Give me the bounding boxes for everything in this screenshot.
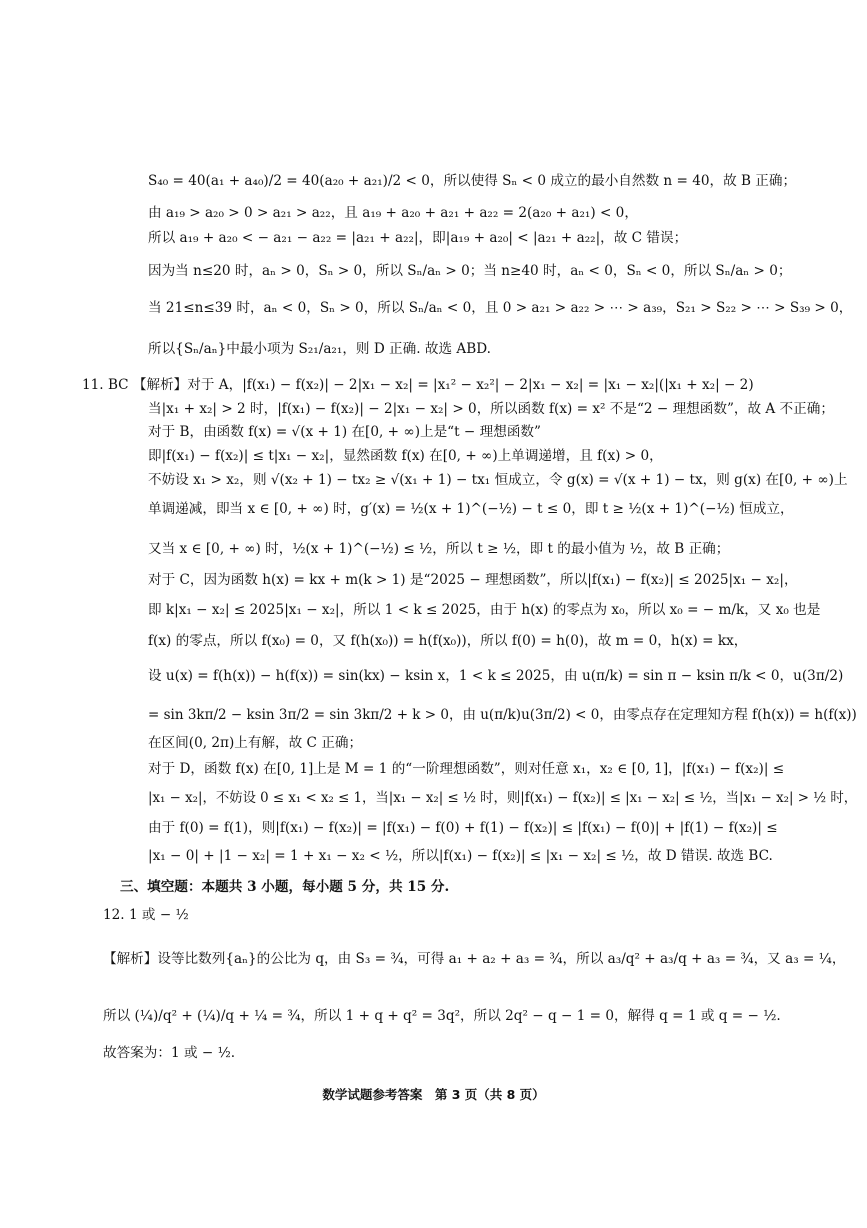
section-heading: 三、填空题：本题共 3 小题，每小题 5 分，共 15 分. (120, 879, 450, 895)
text-line: 当 21≤n≤39 时，aₙ < 0，Sₙ > 0，所以 Sₙ/aₙ < 0，且 0 > a₂₁ > a₂₂ > ⋯ > a₃₉，S₂₁ > S₂₂ > ⋯ > S₃₉ > 0， (148, 300, 853, 316)
text-line: 对于 C，因为函数 h(x) = kx + m(k > 1) 是“2025 − 理想函数”，所以|f(x₁) − f(x₂)| ≤ 2025|x₁ − x₂|， (148, 572, 798, 588)
text-line: 不妨设 x₁ > x₂，则 √(x₂ + 1) − tx₂ ≥ √(x₁ + 1) − tx₁ 恒成立，令 g(x) = √(x + 1) − tx，则 g(x) 在[0, + ∞)上 (148, 472, 848, 488)
page-footer: 数学试题参考答案 第 3 页（共 8 页） (322, 1087, 545, 1102)
text-line: 又当 x ∈ [0, + ∞) 时，½(x + 1)^(−½) ≤ ½，所以 t ≥ ½，即 t 的最小值为 ½，故 B 正确； (148, 541, 730, 557)
text-line: 所以 (¼)/q² + (¼)/q + ¼ = ¾，所以 1 + q + q² = 3q²，所以 2q² − q − 1 = 0，解得 q = 1 或 q = − ½. (103, 1008, 781, 1024)
text-line: 单调递减，即当 x ∈ [0, + ∞) 时，g′(x) = ½(x + 1)^(−½) − t ≤ 0，即 t ≥ ½(x + 1)^(−½) 恒成立， (148, 501, 794, 517)
text-line: 即|f(x₁) − f(x₂)| ≤ t|x₁ − x₂|，显然函数 f(x) 在[0, + ∞)上单调递增，且 f(x) > 0， (148, 448, 663, 464)
text-line: 设 u(x) = f(h(x)) − h(f(x)) = sin(kx) − ksin x，1 < k ≤ 2025，由 u(π/k) = sin π − ksin π/k < 0，u(3π/2) (148, 668, 844, 684)
text-line: 即 k|x₁ − x₂| ≤ 2025|x₁ − x₂|，所以 1 < k ≤ 2025，由于 h(x) 的零点为 x₀，所以 x₀ = − m/k，又 x₀ 也是 (148, 602, 821, 618)
text-line: 由 a₁₉ > a₂₀ > 0 > a₂₁ > a₂₂，且 a₁₉ + a₂₀ + a₂₁ + a₂₂ = 2(a₂₀ + a₂₁) < 0， (148, 205, 638, 221)
text-line: 11. BC 【解析】对于 A，|f(x₁) − f(x₂)| − 2|x₁ − x₂| = |x₁² − x₂²| − 2|x₁ − x₂| = |x₁ − x₂|(|x₁ + x₂| − 2) (82, 377, 754, 393)
text-line: 对于 D，函数 f(x) 在[0, 1]上是 M = 1 的“一阶理想函数”，则对任意 x₁，x₂ ∈ [0, 1]，|f(x₁) − f(x₂)| ≤ (148, 761, 785, 777)
text-line: |x₁ − 0| + |1 − x₂| = 1 + x₁ − x₂ < ½，所以|f(x₁) − f(x₂)| ≤ |x₁ − x₂| ≤ ½，故 D 错误. 故选 BC. (148, 848, 773, 864)
text-line: |x₁ − x₂|，不妨设 0 ≤ x₁ < x₂ ≤ 1，当|x₁ − x₂| ≤ ½ 时，则|f(x₁) − f(x₂)| ≤ |x₁ − x₂| ≤ ½，当|x₁ − x₂| > ½ 时， (148, 790, 858, 806)
text-line: 因为当 n≤20 时，aₙ > 0，Sₙ > 0，所以 Sₙ/aₙ > 0；当 n≥40 时，aₙ < 0，Sₙ < 0，所以 Sₙ/aₙ > 0； (148, 263, 792, 279)
text-line: f(x) 的零点，所以 f(x₀) = 0，又 f(h(x₀)) = h(f(x₀))，所以 f(0) = h(0)，故 m = 0，h(x) = kx， (148, 633, 748, 649)
text-line: 所以{Sₙ/aₙ}中最小项为 S₂₁/a₂₁，则 D 正确. 故选 ABD. (148, 341, 491, 357)
text-line: 所以 a₁₉ + a₂₀ < − a₂₁ − a₂₂ = |a₂₁ + a₂₂|，即|a₁₉ + a₂₀| < |a₂₁ + a₂₂|，故 C 错误； (148, 230, 688, 246)
text-line: 由于 f(0) = f(1)，则|f(x₁) − f(x₂)| = |f(x₁) − f(0) + f(1) − f(x₂)| ≤ |f(x₁) − f(0)| + |f(1) − f(x₂)| ≤ (148, 820, 778, 836)
text-line: 当|x₁ + x₂| > 2 时，|f(x₁) − f(x₂)| − 2|x₁ − x₂| > 0，所以函数 f(x) = x² 不是“2 − 理想函数”，故 A 不正确； (148, 401, 834, 417)
text-line: S₄₀ = 40(a₁ + a₄₀)/2 = 40(a₂₀ + a₂₁)/2 < 0，所以使得 Sₙ < 0 成立的最小自然数 n = 40，故 B 正确； (148, 173, 797, 189)
question-answer: 12. 1 或 − ½ (103, 907, 189, 923)
text-line: = sin 3kπ/2 − ksin 3π/2 = sin 3kπ/2 + k > 0，由 u(π/k)u(3π/2) < 0，由零点存在定理知方程 f(h(x)) = h(f(x)) (148, 707, 857, 723)
text-line: 故答案为：1 或 − ½. (103, 1045, 236, 1061)
text-line: 【解析】设等比数列{aₙ}的公比为 q，由 S₃ = ¾，可得 a₁ + a₂ + a₃ = ¾，所以 a₃/q² + a₃/q + a₃ = ¾，又 a₃ = ¼， (103, 951, 846, 967)
text-line: 在区间(0, 2π)上有解，故 C 正确； (148, 735, 363, 751)
text-line: 对于 B，由函数 f(x) = √(x + 1) 在[0, + ∞)上是“t − 理想函数” (148, 424, 541, 440)
